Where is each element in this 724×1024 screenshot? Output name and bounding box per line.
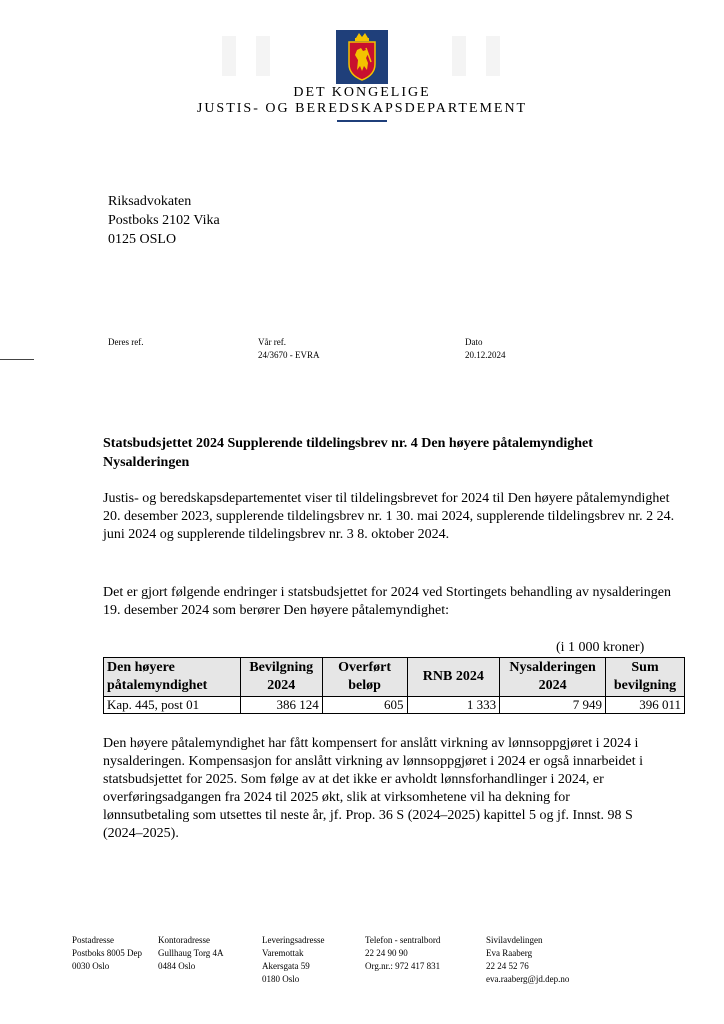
deres-ref-label: Deres ref. [108,337,144,347]
footer-line: Eva Raaberg [486,948,533,958]
footer-leveringsadresse [262,934,324,986]
footer-line[interactable]: 22 24 52 76 [486,961,529,971]
footer-line: 0484 Oslo [158,961,196,971]
footer-kontoradresse [158,934,224,973]
table-header: Den høyere påtalemyndighet [104,658,241,697]
footer-postadresse [72,934,142,973]
footer-line: Telefon - sentralbord [365,935,441,945]
table-unit-note: (i 1 000 kroner) [556,640,645,655]
table-header-row [104,658,685,697]
recipient-line: 0125 OSLO [108,232,177,247]
letterhead-faint-mark [452,36,466,76]
budget-table [103,657,685,714]
letterhead-line-1: DET KONGELIGE [293,85,431,100]
footer-line: Gullhaug Torg 4A [158,948,224,958]
footer-line: 22 24 90 90 [365,948,408,958]
table-cell: 1 333 [407,697,500,714]
fold-mark [0,359,34,360]
table-header: Bevilgning 2024 [240,658,322,697]
footer-line: Org.nr.: 972 417 831 [365,961,441,971]
table-cell: 396 011 [606,697,685,714]
footer-line: Leveringsadresse [262,935,325,945]
paragraph-compensation: Den høyere påtalemyndighet har fått kompensert for anslått virkning av lønnsoppgjøret i 2024 i nysalderingen. Kompensasjon for anslått virkning av lønnsoppgjøret i 2024 er også innarbeidet i statsbudsjettet for 2025. Som følge av at det ikke er avholdt lønnsforhandlinger i 2024, er overføringsadgangen fra 2024 til 2025 økt, slik at virksomhetene vil ha dekning for lønnsutbetaling som utsettes til neste år, jf. Prop. 36 S (2024–2025) kapittel 5 og jf. Innst. 98 S (2024–2025). [103,736,644,841]
table-header: Overført beløp [322,658,407,697]
table-cell: 605 [322,697,407,714]
letter-title: Statsbudsjettet 2024 Supplerende tildelingsbrev nr. 4 Den høyere påtalemyndighet Nysalderingen [103,436,593,470]
date-value: 20.12.2024 [465,350,506,360]
footer-line: Varemottak [262,948,304,958]
table-cell: Kap. 445, post 01 [104,697,241,714]
letterhead-faint-mark [486,36,500,76]
letterhead-faint-mark [222,36,236,76]
footer-line: Postboks 8005 Dep [72,948,143,958]
recipient-line: Riksadvokaten [108,194,192,209]
table-row [104,697,685,714]
recipient-address [108,192,220,249]
recipient-line: Postboks 2102 Vika [108,213,220,228]
paragraph-intro: Justis- og beredskapsdepartementet viser til tildelingsbrevet for 2024 til Den høyere påtalemyndighet 20. desember 2023, supplerende tildelingsbrev nr. 1 30. mai 2024, supplerende tildelingsbrev nr. 2 24. juni 2024 og supplerende tildelingsbrev nr. 3 8. oktober 2024. [103,491,675,542]
footer-avdeling [486,934,569,986]
table-header: Nysalderingen 2024 [500,658,606,697]
var-ref-value: 24/3670 - EVRA [258,350,320,360]
coat-of-arms-icon [336,30,388,84]
var-ref-label: Vår ref. [258,337,286,347]
table-header: Sum bevilgning [606,658,685,697]
footer-line: 0180 Oslo [262,974,300,984]
footer-line: Sivilavdelingen [486,935,543,945]
footer-line: Kontoradresse [158,935,210,945]
letterhead-rule [337,120,387,122]
footer-line: Postadresse [72,935,114,945]
paragraph-changes: Det er gjort følgende endringer i statsbudsjettet for 2024 ved Stortingets behandling av nysalderingen 19. desember 2024 som berører Den høyere påtalemyndighet: [103,585,672,618]
footer-email-link[interactable]: eva.raaberg@jd.dep.no [486,974,570,984]
table-header: RNB 2024 [407,658,500,697]
footer-line: Akersgata 59 [262,961,310,971]
footer-line: 0030 Oslo [72,961,110,971]
footer-telefon [365,934,440,973]
table-cell: 7 949 [500,697,606,714]
letterhead-faint-mark [256,36,270,76]
letterhead-line-2: JUSTIS- OG BEREDSKAPSDEPARTEMENT [196,101,528,116]
date-label: Dato [465,337,483,347]
table-cell: 386 124 [240,697,322,714]
